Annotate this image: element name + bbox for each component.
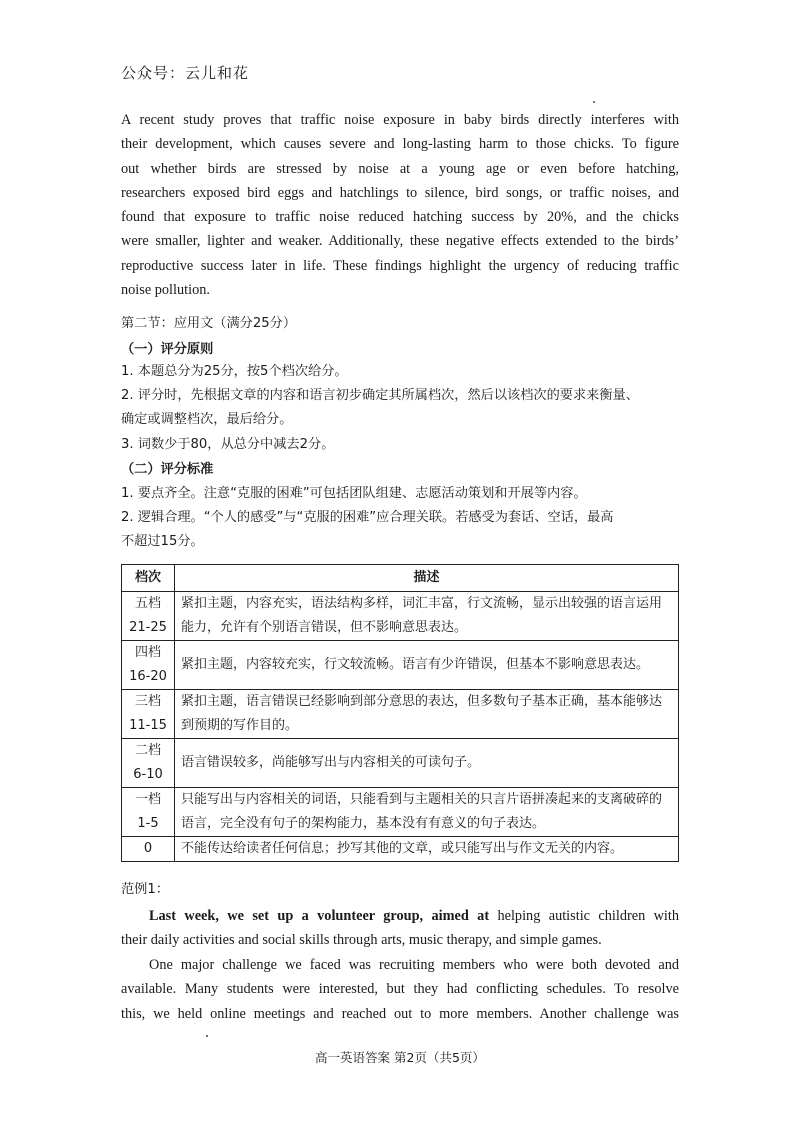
description-cell: 紧扣主题，语言错误已经影响到部分意思的表达，但多数句子基本正确，基本能够达到预期的写作目的。 xyxy=(175,690,679,739)
level-cell: 四档 16-20 xyxy=(122,641,175,690)
standard-item: 不超过15分。 xyxy=(121,534,204,549)
speck-dot xyxy=(593,101,595,103)
table-row xyxy=(122,837,679,862)
example-bold-lead: Last week, we set up a volunteer group, aimed at xyxy=(149,908,490,924)
description-cell: 语言错误较多，尚能够写出与内容相关的可读句子。 xyxy=(175,739,679,788)
example-paragraph-1 xyxy=(121,904,679,953)
example-paragraph-2 xyxy=(121,953,679,1026)
table-row xyxy=(122,592,679,641)
level-cell: 一档 1-5 xyxy=(122,788,175,837)
level-cell: 二档 6-10 xyxy=(122,739,175,788)
summary-line: out whether birds are stressed by noise at a young age or even before hatching, xyxy=(121,160,679,177)
grading-table xyxy=(121,564,679,862)
summary-line: their development, which causes severe and long-lasting harm to those chicks. To figure xyxy=(121,136,679,153)
example-line: available. Many students were interested, but they had conflicting schedules. To resolve xyxy=(121,981,679,998)
level-cell: 五档 21-25 xyxy=(122,592,175,641)
example-line: One major challenge we faced was recruiting members who were both devoted and xyxy=(149,957,679,973)
principle-item: 确定或调整档次，最后给分。 xyxy=(121,412,293,427)
example-line: helping autistic children with xyxy=(489,908,680,924)
summary-paragraph xyxy=(121,108,679,302)
level-cell: 三档 11-15 xyxy=(122,690,175,739)
section-title: 第二节：应用文（满分25分） xyxy=(121,316,297,331)
table-header-row xyxy=(122,565,679,592)
table-row xyxy=(122,641,679,690)
example-label: 范例1： xyxy=(121,882,169,897)
description-cell: 紧扣主题，内容充实，语法结构多样，词汇丰富，行文流畅，显示出较强的语言运用能力，允许有个别语言错误，但不影响意思表达。 xyxy=(175,592,679,641)
description-cell: 只能写出与内容相关的词语，只能看到与主题相关的只言片语拼凑起来的支离破碎的语言，完全没有句子的架构能力，基本没有有意义的句子表达。 xyxy=(175,788,679,837)
principle-item: 3. 词数少于80，从总分中减去2分。 xyxy=(121,437,335,452)
table-row xyxy=(122,739,679,788)
standards-heading: （二）评分标准 xyxy=(121,462,214,477)
principles-heading: （一）评分原则 xyxy=(121,342,214,357)
description-cell: 紧扣主题，内容较充实，行文较流畅。语言有少许错误，但基本不影响意思表达。 xyxy=(175,641,679,690)
description-cell: 不能传达给读者任何信息；抄写其他的文章，或只能写出与作文无关的内容。 xyxy=(175,837,679,862)
header-level: 档次 xyxy=(122,565,175,592)
header-description: 描述 xyxy=(175,565,679,592)
summary-line: were smaller, lighter and weaker. Additionally, these negative effects extended to the birds’ xyxy=(121,233,679,250)
principle-item: 1. 本题总分为25分，按5个档次给分。 xyxy=(121,364,348,379)
summary-line: found that exposure to traffic noise reduced hatching success by 20%, and the chicks xyxy=(121,209,679,226)
summary-line: researchers exposed bird eggs and hatchlings to silence, bird songs, or traffic noises, and xyxy=(121,184,679,201)
example-line: their daily activities and social skills through arts, music therapy, and simple games. xyxy=(121,932,602,949)
summary-line: A recent study proves that traffic noise exposure in baby birds directly interferes with xyxy=(121,112,679,128)
principle-item: 2. 评分时，先根据文章的内容和语言初步确定其所属档次，然后以该档次的要求来衡量、 xyxy=(121,388,639,403)
level-cell: 0 xyxy=(122,837,175,862)
standard-item: 2. 逻辑合理。“个人的感受”与“克服的困难”应合理关联。若感受为套话、空话，最高 xyxy=(121,510,614,525)
example-line: this, we held online meetings and reached out to more members. Another challenge was xyxy=(121,1005,679,1022)
speck-dot xyxy=(206,1035,208,1037)
table-row xyxy=(122,788,679,837)
summary-line: noise pollution. xyxy=(121,282,210,299)
summary-line: reproductive success later in life. These findings highlight the urgency of reducing traffic xyxy=(121,257,679,274)
page-header: 公众号：云儿和花 xyxy=(121,64,250,82)
table-row xyxy=(122,690,679,739)
page-footer: 高一英语答案 第2页（共5页） xyxy=(315,1050,485,1065)
standard-item: 1. 要点齐全。注意“克服的困难”可包括团队组建、志愿活动策划和开展等内容。 xyxy=(121,486,587,501)
